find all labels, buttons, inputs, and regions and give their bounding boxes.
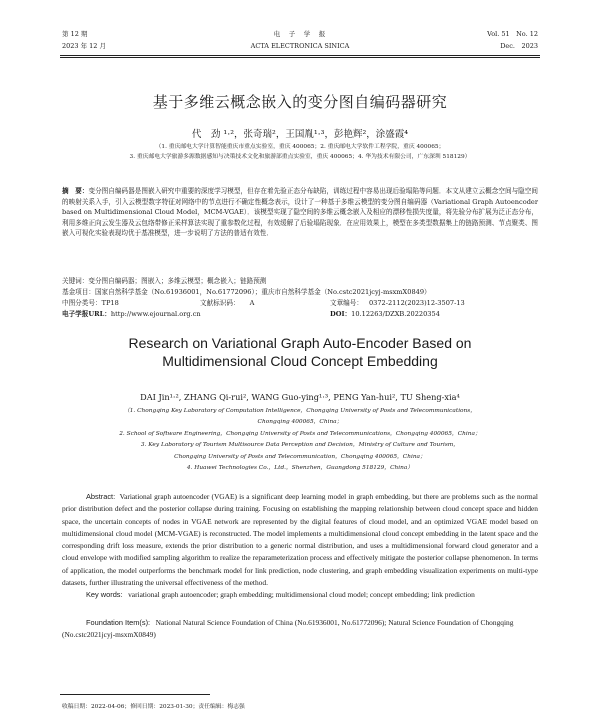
affiliation-en-3: 2. School of Software Engineering，Chongqing University of Posts and Telecommunications，Chongqing 400065，China； <box>119 430 481 437</box>
header-issue: 第 12 期 <box>62 30 88 38</box>
fund-en <box>62 617 538 642</box>
affiliation-en-6: 4. Huawei Technologies Co.，Ltd.，Shenzhen，Guangdong 518129，China） <box>186 465 414 472</box>
article-no-label: 文章编号： <box>330 299 363 307</box>
doc-code-value: A <box>249 299 255 307</box>
title-en-line-1: Research on Variational Graph Auto-Encoder Based on <box>128 335 472 351</box>
abstract-cn-text: 变分图自编码器是图嵌入研究中重要的深度学习模型，但存在着先验正态分布缺陷，训练过程中容易出现后验塌陷等问题．本文从建立云概念空间与隐空间的映射关系入手，引入云模型数字特征对网络中的节点进行不确定性概念表示，设计了一种基于多维云模型的变分图自编码器（Variational Graph Autoencoder based on Multidimensional Cloud Model，MCM-VGAE）．该模型实现了隐空间的多维云概念嵌入及相应的漂移性损失度量，将先验分布扩展为泛正态分布，利用多维正向云发生器及云包络带修正采样算法实现了重参数化过程，有效缓解了后验塌陷现象．在应用效果上，模型在多类型数据集上的链路预测、节点聚类、图嵌入可视化实验表现均优于基准模型，进一步说明了方法的普适有效性． <box>62 187 539 237</box>
article-number <box>330 298 465 308</box>
header-rule-thin <box>60 57 540 58</box>
fund-cn-text: 国家自然科学基金（No.61936001，No.61772096）；重庆市自然科学基金（No.cstc2021jcyj-msxmX0849） <box>94 288 431 296</box>
affiliation-cn-1: （1. 重庆邮电大学计算智能重庆市重点实验室，重庆 400065；2. 重庆邮电大学软件工程学院，重庆 400065； <box>155 144 445 150</box>
doi <box>330 309 440 319</box>
fund-cn-label: 基金项目： <box>62 288 95 296</box>
journal-subtitle: ACTA ELECTRONICA SINICA <box>250 42 350 50</box>
affiliation-en-2: Chongqing 400065，China； <box>257 419 343 426</box>
clc-label: 中图分类号： <box>62 299 102 307</box>
abstract-en-label: Abstract: <box>86 492 116 501</box>
header-month: Dec. 2023 <box>500 42 538 50</box>
fund-en-text: National Natural Science Foundation of China (No.61936001, No.61772096); Natural Science Foundation of Chongqing (No.cstc2021jcyj-msxmX0849) <box>62 618 514 640</box>
doc-code-label: 文献标识码： <box>200 299 240 307</box>
authors-cn: 代 劲 ¹·²，张奇瑞²，王国胤¹·³，彭艳辉²，涂盛霞⁴ <box>191 129 409 140</box>
footnote: 收稿日期：2022-04-06；修回日期：2023-01-30；责任编辑：梅志强 <box>62 704 245 710</box>
title-en <box>80 334 520 370</box>
title-en-line-2: Multidimensional Cloud Concept Embedding <box>162 353 438 369</box>
abstract-en <box>62 491 538 602</box>
doi-value[interactable]: 10.12263/DZXB.20220354 <box>351 310 440 318</box>
abstract-cn <box>62 186 538 239</box>
keywords-cn <box>62 276 266 286</box>
keywords-cn-label: 关键词： <box>62 277 89 285</box>
abstract-cn-label: 摘 要： <box>62 187 89 195</box>
doi-label: DOI： <box>330 310 352 318</box>
journal-url <box>62 309 201 319</box>
abstract-en-text: Variational graph autoencoder (VGAE) is a significant deep learning model in graph embedding, but there are problems such as the normal prior distribution defect and the posterior collapse during training. Focusing on establishing the mapping relationship between cloud concept space and hidden space, the uncertain concepts of nodes in VGAE network are represented by the digital features of cloud model, and an optimized VGAE model based on multidimensional cloud model (MCM-VGAE) is reconstructed. The model implements a multidimensional cloud concept embedding in the latent space and the corresponding drift loss measure, extends the prior distribution to a generic normal distribution, and uses a multidimensional forward cloud generator and a cloud envelope with modified sampling algorithm to realize the reparameterization process and effectively mitigate the posterior collapse phenomenon. In terms of application, the model outperforms the benchmark model for link prediction, node clustering, and graph embedding visualization experiments on multi-type datasets, further illustrating the universal effectiveness of the method. <box>62 492 538 588</box>
header-rule <box>60 55 540 56</box>
keywords-en-label: Key words: <box>86 590 123 600</box>
affiliations-en <box>60 406 540 474</box>
header-volume: Vol. 51 No. 12 <box>487 30 538 38</box>
affiliation-en-5: Chongqing University of Posts and Telecommunication，Chongqing 400065，China； <box>174 453 426 460</box>
header-date: 2023 年 12 月 <box>62 42 107 50</box>
clc-number <box>62 298 119 308</box>
fund-en-label: Foundation Item(s): <box>86 618 151 627</box>
url-value[interactable]: http://www.ejournal.org.cn <box>110 310 201 318</box>
footnote-rule <box>60 694 210 695</box>
affiliation-en-4: 3. Key Laboratory of Tourism Multisource Data Perception and Decision，Ministry of Culture and Tourism， <box>140 442 460 449</box>
url-label: 电子学报URL： <box>62 310 111 318</box>
doc-code <box>200 298 254 308</box>
keywords-en-text: variational graph autoencoder; graph embedding; multidimensional cloud model; concept embedding; link prediction <box>128 590 475 600</box>
affiliation-en-1: （1. Chongqing Key Laboratory of Computation Intelligence，Chongqing University of Posts and Telecommunications， <box>123 408 477 414</box>
fund-cn <box>62 287 431 297</box>
keywords-cn-text: 变分图自编码器；图嵌入；多维云模型；概念嵌入；链路预测 <box>88 277 267 285</box>
clc-value: TP18 <box>101 299 119 307</box>
journal-name: 电 子 学 报 <box>273 30 327 38</box>
authors-en: DAI Jin¹·², ZHANG Qi-rui², WANG Guo-ying¹·³, PENG Yan-hui², TU Sheng-xia⁴ <box>140 392 460 402</box>
article-no-value: 0372-2112(2023)12-3507-13 <box>368 299 465 307</box>
title-cn: 基于多维云概念嵌入的变分图自编码器研究 <box>152 93 448 111</box>
affiliation-cn-2: 3. 重庆邮电大学旅游多源数据感知与决策技术文化和旅游部重点实验室，重庆 400065；4. 华为技术有限公司，广东深圳 518129） <box>129 154 471 160</box>
